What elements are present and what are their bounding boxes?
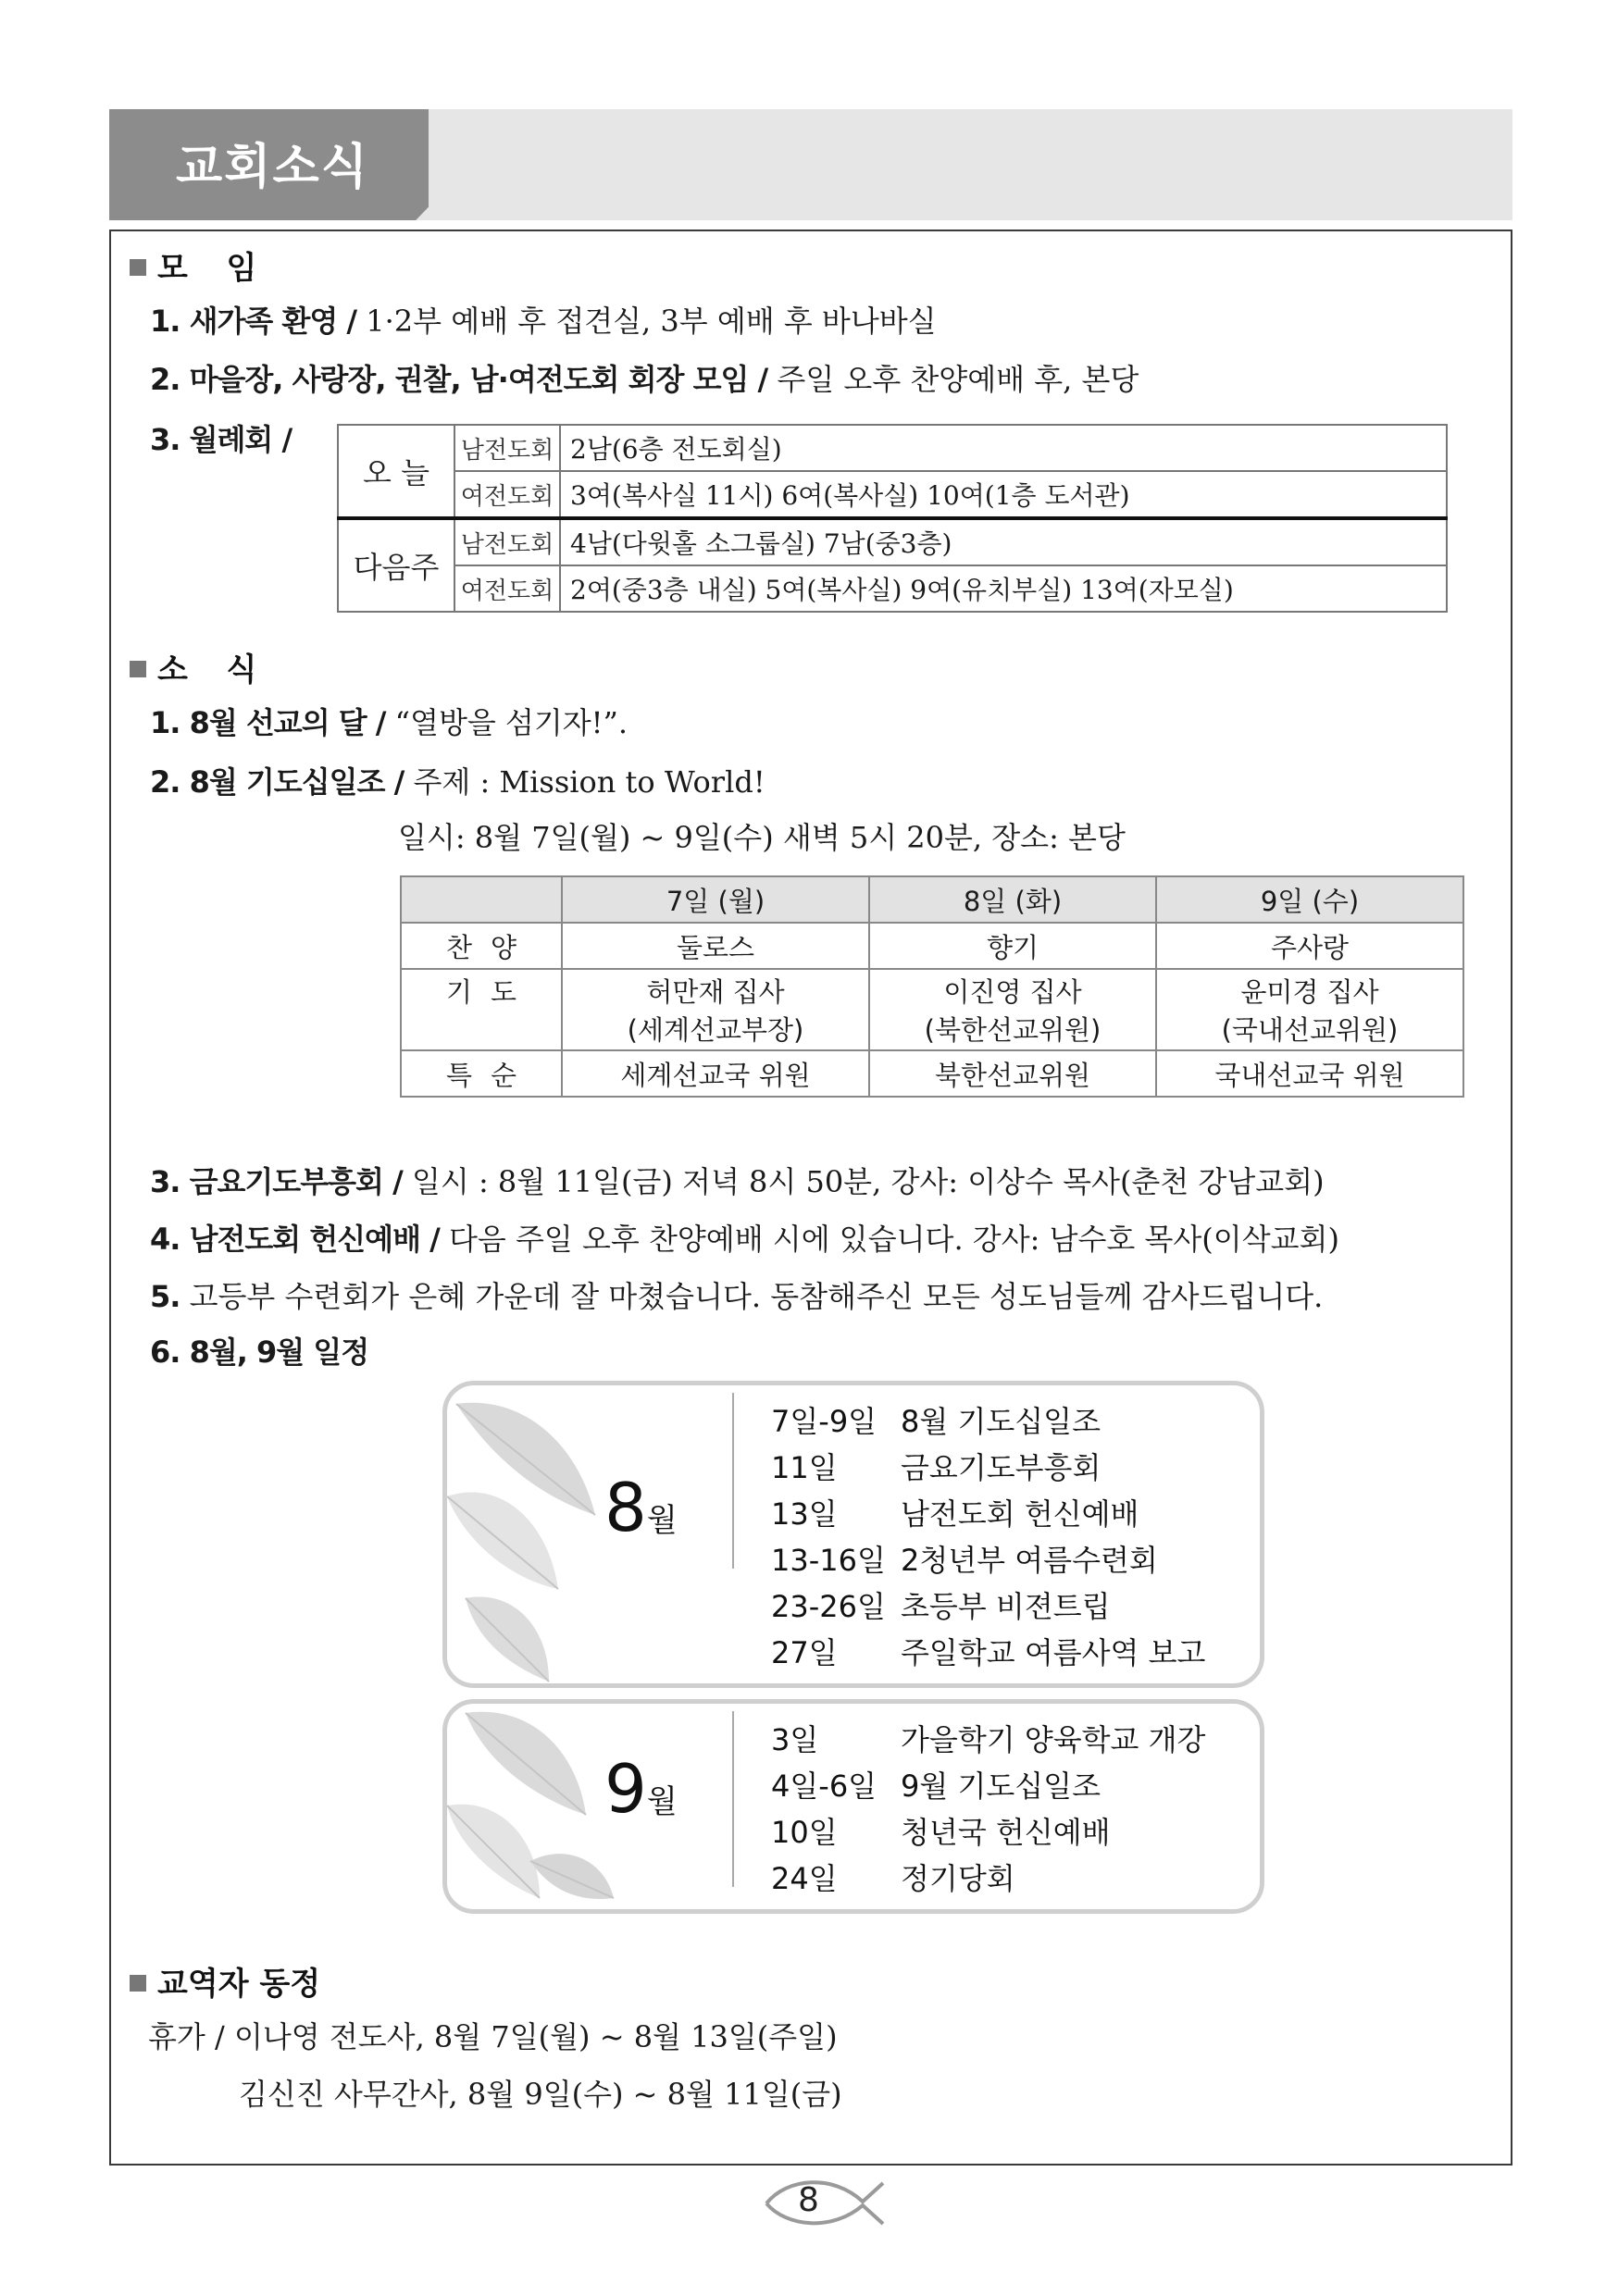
meeting-item-2: 2. 마을장, 사랑장, 권찰, 남·여전도회 회장 모임 / 주일 오후 찬양예배 후, 본당: [150, 362, 1139, 397]
detail-cell: 2남(6층 전도회실): [560, 425, 1447, 471]
news-item-5: 5. 고등부 수련회가 은혜 가운데 잘 마쳤습니다. 동참해주신 모든 성도님들께 감사드립니다.: [150, 1279, 1324, 1314]
table-cell: 북한선교위원: [869, 1050, 1156, 1097]
row-label: 특순: [401, 1050, 562, 1097]
group-cell: 남전도회: [454, 518, 560, 565]
table-row: [338, 425, 1447, 471]
table-cell: 세계선교국 위원: [562, 1050, 869, 1097]
month-label: [604, 1750, 678, 1828]
meeting-item-3: 3. 월례회 /: [150, 422, 292, 457]
month-number: 8: [604, 1469, 647, 1546]
list-item: 13일 남전도회 헌신예배: [771, 1496, 1139, 1532]
table-cell: 주사랑: [1156, 923, 1463, 969]
august-schedule-card: [442, 1381, 1264, 1688]
group-cell: 여전도회: [454, 471, 560, 518]
section-meeting-heading: 모 임: [130, 242, 262, 288]
leaf-decoration-icon: [447, 1385, 623, 1688]
column-header: 7일 (월): [562, 876, 869, 923]
table-row: [338, 565, 1447, 612]
news-item-3: 3. 금요기도부흥회 / 일시 : 8월 11일(금) 저녁 8시 50분, 강사: 이상수 목사(춘천 강남교회): [150, 1164, 1325, 1199]
table-cell: 향기: [869, 923, 1156, 969]
list-item: 4일-6일 9월 기도십일조: [771, 1769, 1101, 1804]
table-cell: 국내선교국 위원: [1156, 1050, 1463, 1097]
staff-line-1: 휴가 / 이나영 전도사, 8월 7일(월) ~ 8월 13일(주일): [148, 2019, 838, 2054]
bullet-square-icon: [130, 1975, 146, 1992]
group-cell: 여전도회: [454, 565, 560, 612]
news-item-2-detail: 일시: 8월 7일(월) ~ 9일(수) 새벽 5시 20분, 장소: 본당: [398, 820, 1126, 855]
column-header: 9일 (수): [1156, 876, 1463, 923]
month-number: 9: [604, 1750, 647, 1828]
list-item: 7일-9일 8월 기도십일조: [771, 1404, 1101, 1439]
list-item: 23-26일 초등부 비젼트립: [771, 1589, 1111, 1624]
divider: [732, 1393, 734, 1569]
table-row: [338, 518, 1447, 565]
prayer-leader: 허만재 집사: [646, 976, 785, 1008]
month-label: [604, 1469, 678, 1546]
today-label: 오 늘: [338, 425, 454, 518]
page-title: 교회소식: [176, 140, 369, 195]
list-item: 24일 정기당회: [771, 1861, 1015, 1896]
list-item: 11일 금요기도부흥회: [771, 1450, 1101, 1485]
detail-cell: 2여(중3층 내실) 5여(복사실) 9여(유치부실) 13여(자모실): [560, 565, 1447, 612]
prayer-schedule-table: [400, 875, 1464, 1098]
list-item: 3일 가을학기 양육학교 개강: [771, 1722, 1206, 1757]
news-item-6: 6. 8월, 9월 일정: [150, 1334, 369, 1370]
table-row: [401, 969, 1463, 1050]
leaf-decoration-icon: [447, 1704, 623, 1914]
prayer-leader-role: (북한선교위원): [924, 1014, 1101, 1046]
september-schedule-card: [442, 1699, 1264, 1914]
prayer-leader: 윤미경 집사: [1240, 976, 1379, 1008]
prayer-leader: 이진영 집사: [943, 976, 1082, 1008]
news-item-4: 4. 남전도회 헌신예배 / 다음 주일 오후 찬양예배 시에 있습니다. 강사: 남수호 목사(이삭교회): [150, 1222, 1339, 1257]
monthly-meeting-table: [337, 424, 1448, 613]
prayer-leader-role: (국내선교위원): [1221, 1014, 1399, 1046]
meeting-item-1: 1. 새가족 환영 / 1·2부 예배 후 접견실, 3부 예배 후 바나바실: [150, 304, 937, 339]
table-cell: [1156, 969, 1463, 1050]
detail-cell: 3여(복사실 11시) 6여(복사실) 10여(1층 도서관): [560, 471, 1447, 518]
table-row: [338, 471, 1447, 518]
bullet-square-icon: [130, 259, 146, 276]
table-row: [401, 1050, 1463, 1097]
bullet-square-icon: [130, 661, 146, 677]
row-label: 기도: [401, 969, 562, 1050]
table-cell: [562, 969, 869, 1050]
prayer-leader-role: (세계선교부장): [627, 1014, 804, 1046]
divider: [732, 1711, 734, 1887]
table-row: [401, 923, 1463, 969]
list-item: 27일 주일학교 여름사역 보고: [771, 1635, 1206, 1670]
month-unit: 월: [646, 1783, 678, 1820]
list-item: 13-16일 2청년부 여름수련회: [771, 1543, 1158, 1578]
next-week-label: 다음주: [338, 518, 454, 612]
table-cell: [869, 969, 1156, 1050]
section-staff-heading: 교역자 동정: [130, 1958, 320, 2004]
table-header-row: [401, 876, 1463, 923]
staff-line-2: 김신진 사무간사, 8월 9일(수) ~ 8월 11일(금): [239, 2077, 842, 2112]
table-cell: 둘로스: [562, 923, 869, 969]
month-unit: 월: [646, 1502, 678, 1539]
news-item-2: 2. 8월 기도십일조 / 주제 : Mission to World!: [150, 764, 765, 800]
detail-cell: 4남(다윗홀 소그룹실) 7남(중3층): [560, 518, 1447, 565]
section-news-heading: 소 식: [130, 644, 262, 689]
news-item-1: 1. 8월 선교의 달 / “열방을 섬기자!”.: [150, 705, 629, 740]
fish-icon: [759, 2170, 889, 2235]
column-header: 8일 (화): [869, 876, 1156, 923]
column-header: [401, 876, 562, 923]
page-number: 8: [798, 2181, 819, 2219]
group-cell: 남전도회: [454, 425, 560, 471]
row-label: 찬양: [401, 923, 562, 969]
list-item: 10일 청년국 헌신예배: [771, 1815, 1111, 1850]
